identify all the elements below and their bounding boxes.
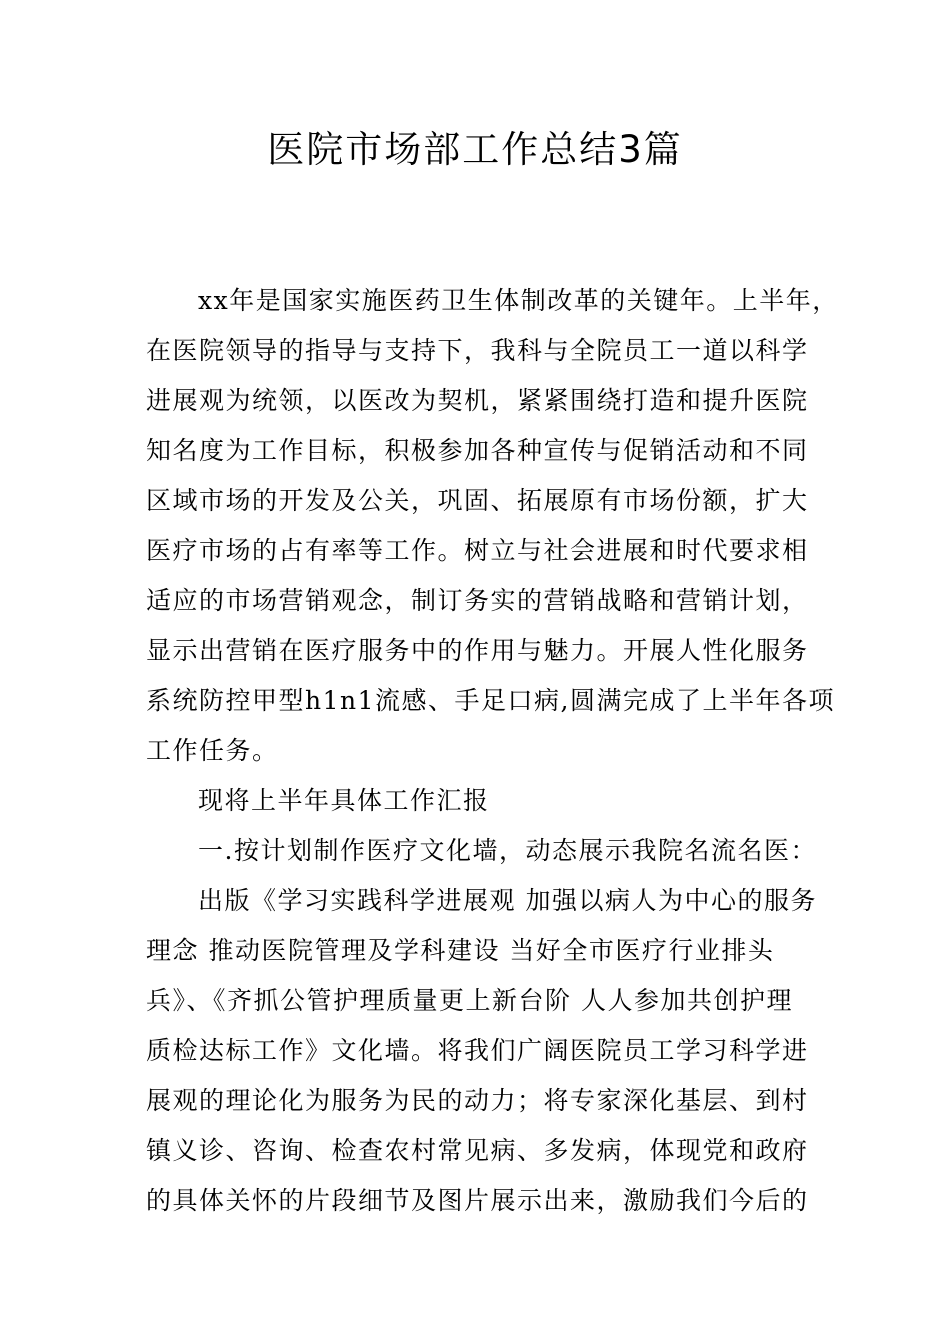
paragraph-line: xx年是国家实施医药卫生体制改革的关键年。上半年， [198, 286, 839, 315]
paragraph-line: 区域市场的开发及公关，巩固、拓展原有市场份额，扩大 [146, 486, 809, 515]
paragraph-line: 理念 推动医院管理及学科建设 当好全市医疗行业排头 [146, 936, 775, 965]
paragraph-line: 兵》、《齐抓公管护理质量更上新台阶 人人参加共创护理 [146, 986, 793, 1015]
paragraph-line: 知名度为工作目标，积极参加各种宣传与促销活动和不同 [146, 436, 809, 465]
paragraph-line: 显示出营销在医疗服务中的作用与魅力。开展人性化服务 [146, 636, 809, 665]
paragraph-line: 进展观为统领，以医改为契机，紧紧围绕打造和提升医院 [146, 386, 809, 415]
document-title: 医院市场部工作总结3篇 [267, 128, 683, 171]
section-heading: 一.按计划制作医疗文化墙，动态展示我院名流名医： [198, 836, 817, 865]
paragraph-line: 现将上半年具体工作汇报 [198, 786, 490, 815]
paragraph-line: 出版《学习实践科学进展观 加强以病人为中心的服务 [198, 886, 817, 915]
paragraph-line: 工作任务。 [146, 736, 279, 765]
paragraph-line: 在医院领导的指导与支持下，我科与全院员工一道以科学 [146, 336, 809, 365]
paragraph-line: 系统防控甲型h1n1流感、手足口病,圆满完成了上半年各项 [146, 686, 835, 715]
paragraph-line: 医疗市场的占有率等工作。树立与社会进展和时代要求相 [146, 536, 809, 565]
paragraph-line: 展观的理论化为服务为民的动力；将专家深化基层、到村 [146, 1086, 809, 1115]
paragraph-line: 适应的市场营销观念，制订务实的营销战略和营销计划， [146, 586, 809, 615]
document-body [146, 276, 839, 1226]
paragraph-line: 质检达标工作》文化墙。将我们广阔医院员工学习科学进 [146, 1036, 809, 1065]
paragraph-line: 的具体关怀的片段细节及图片展示出来，激励我们今后的 [146, 1186, 809, 1215]
paragraph-line: 镇义诊、咨询、检查农村常见病、多发病，体现党和政府 [146, 1136, 809, 1165]
